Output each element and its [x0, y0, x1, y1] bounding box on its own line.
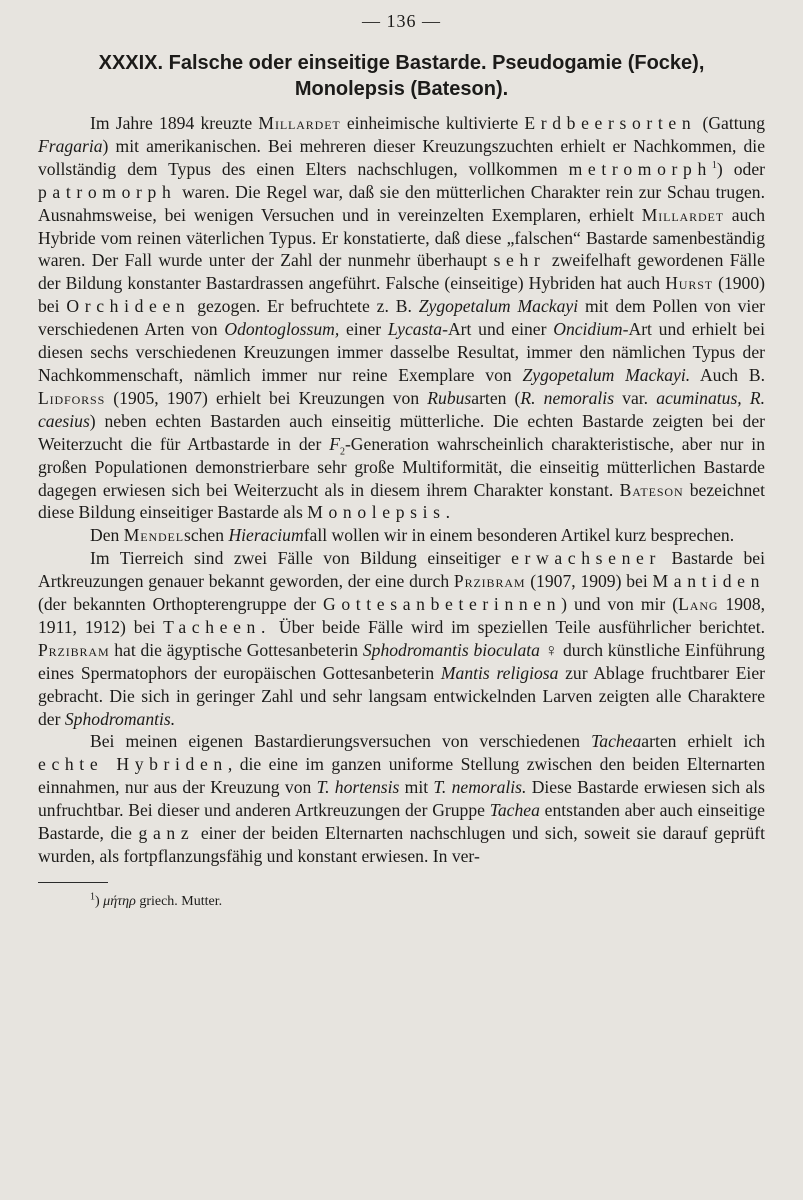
text-run: schen [183, 525, 229, 546]
body-text [38, 112, 765, 868]
text-run: Mantiden [652, 571, 765, 592]
text-run: Rubus [427, 387, 472, 408]
text-run: Bastarde bei Artkreuzungen genauer bekannt geworden, der eine durch [38, 548, 765, 592]
text-run: (1900) bei [38, 273, 765, 317]
text-run: sehr [493, 250, 546, 271]
text-run: Przibram [453, 571, 526, 592]
text-run: Diese Bastarde erwiesen sich als unfruchtbar. Bei dieser und anderen Artkreuzungen der Gruppe [38, 777, 765, 821]
text-run: hat die ägyptische Gottesanbeterin [109, 639, 363, 660]
text-run: Mantis religiosa [440, 662, 559, 683]
text-run: Lang [678, 594, 719, 615]
text-run: Bateson [619, 479, 684, 500]
text-run: (der bekannten Orthopterengruppe der [38, 594, 323, 615]
text-run: T. nemoralis. [433, 777, 527, 798]
paragraph [38, 524, 765, 547]
text-run: 2 [339, 446, 345, 458]
text-run: var. [614, 387, 657, 408]
text-run: echte Hybriden [38, 754, 228, 775]
text-run: arten erhielt ich [641, 731, 765, 752]
text-run: Tachea [591, 731, 642, 752]
text-run: fall wollen wir in einem besonderen Artikel kurz besprechen. [303, 525, 735, 546]
text-run: Hieracium [228, 525, 304, 546]
text-run: Monolepsis. [307, 502, 456, 523]
text-run: Tachea [489, 800, 540, 821]
text-run: (1907, 1909) bei [525, 571, 653, 592]
text-run: Lycasta [387, 319, 443, 340]
text-run: mit [399, 777, 434, 798]
text-run: Gottesanbeterinnen [323, 594, 562, 615]
text-run: (Gattung [696, 113, 766, 133]
text-run: Im Tierreich sind zwei Fälle von Bildung einseitiger [90, 548, 512, 569]
paragraph [38, 547, 765, 730]
text-run: Den [90, 525, 124, 546]
text-run: ) [95, 893, 104, 909]
text-run: gezogen. Er befruchtete z. B. [190, 296, 419, 317]
text-run: Auch B. [690, 364, 765, 385]
text-run: -Generation wahrscheinlich charakteristische, aber nur in großen Populationen demonstrierbare sehr große Multiformität, die einseitig mütterlichen Bastarde dagegen erwiesen sich bei Weiterzucht als in diesem ihrem Charakter konstant. [38, 433, 765, 500]
paragraph [38, 730, 765, 867]
footnote-divider [38, 882, 108, 883]
section-title [38, 50, 765, 102]
text-run: 1 [711, 159, 717, 171]
text-run: Sphodromantis. [64, 708, 176, 729]
text-run: Im Jahre 1894 kreuzte [90, 113, 259, 133]
text-run: erwachsener [511, 548, 661, 569]
text-run: metromorph [568, 158, 712, 179]
text-run: R. nemoralis [520, 387, 615, 408]
text-run: Przibram [38, 639, 110, 660]
text-run: ) oder [716, 158, 765, 179]
text-run: mit dem Pollen von vier verschiedenen Arten von [38, 296, 765, 340]
text-run: einheimische kultivierte [340, 113, 525, 133]
footnote [38, 893, 765, 911]
text-run: waren. Die Regel war, daß sie den mütterlichen Charakter rein zur Schau trugen. Ausnahmsweise, bei wenigen Versuchen und in vereinzelten Exemplaren, erhielt [38, 181, 765, 225]
text-run: Fragaria [38, 135, 103, 156]
text-run: Zygopetalum Mackayi. [522, 364, 691, 385]
text-run: Erdbeersorten [524, 113, 697, 133]
text-run: Bei meinen eigenen Bastardierungsversuchen von verschiedenen [90, 731, 592, 752]
text-run: Millardet [641, 204, 724, 225]
text-run: 1908, 1911, 1912) bei [38, 594, 766, 637]
text-run: Über beide Fälle wird im speziellen Teile ausführlicher berichtet. [270, 616, 765, 637]
text-run: Odontoglossum, [224, 319, 340, 340]
text-run: bezeichnet diese Bildung einseitiger Bastarde als [38, 479, 765, 523]
text-run: Zygopetalum Mackayi [418, 296, 579, 317]
text-run: (1905, 1907) erhielt bei Kreuzungen von [105, 387, 428, 408]
text-run: Sphodromantis bioculata [362, 639, 540, 660]
text-run: auch Hybride vom reinen väterlichen Typus. Er konstatierte, daß diese „falschen“ Bastarde samenbeständig waren. Der Fall wurde unter der Zahl der nunmehr überhaupt [38, 204, 765, 271]
text-run: μήτηρ [103, 893, 136, 909]
text-run: -Art und erhielt bei diesen sechs verschiedenen Kreuzungen immer dasselbe Resultat, immer den nämlichen Typus der Nachkommenschaft, nämlich immer nur reine Exemplare von [38, 319, 766, 385]
text-run: ) und von mir ( [561, 594, 679, 615]
text-run: T. hortensis [316, 777, 400, 798]
text-run: F [329, 433, 340, 454]
text-run: ♀ durch künstliche Einführung eines Spermatophors der europäischen Gottesanbeterin [38, 639, 765, 683]
text-run: zur Ablage fruchtbarer Eier gebracht. Die sich in geringer Zahl und sehr langsam entwickelnden Larven zeigten alle Charaktere der [38, 662, 765, 729]
section-title-line-2: Monolepsis (Bateson). [294, 78, 509, 100]
text-run: ) mit amerikanischen. Bei mehreren dieser Kreuzungszuchten erhielt er Nachkommen, die vollständig dem Typus des einen Elters nachschlugen, vollkommen [38, 135, 765, 179]
text-run: -Art und einer [442, 319, 554, 340]
text-run: acuminatus, R. caesius [38, 387, 765, 431]
text-run: Hurst [665, 273, 713, 294]
text-run: griech. Mutter. [135, 893, 223, 909]
text-run: einer [339, 319, 388, 340]
text-run: einer der beiden Elternarten nachschlugen und sich, soweit sie darauf geprüft wurden, als fortpflanzungsfähig und konstant erwiesen. In ver- [38, 823, 765, 866]
text-run: , die eine im ganzen uniforme Stellung zwischen den beiden Elternarten einnahmen, nur aus der Kreuzung von [38, 754, 765, 798]
text-run: arten ( [471, 387, 521, 408]
paragraph [38, 112, 765, 524]
text-run: Oncidium [553, 319, 623, 340]
page-number: — 136 — [362, 11, 441, 31]
text-run: Millardet [258, 113, 341, 133]
text-run: ) neben echten Bastarden auch einseitig mütterliche. Die echten Bastarde zeigten bei der Weiterzucht die für Artbastarde in der [38, 410, 765, 454]
text-run: Tacheen. [163, 616, 271, 637]
text-run: Mendel [123, 525, 184, 546]
text-run: zweifelhaft gewordenen Fälle der Bildung konstanter Bastardrassen angeführt. Falsche (einseitige) Hybriden hat auch [38, 250, 765, 294]
text-run: Lidforss [38, 387, 106, 408]
text-run: patromorph [38, 181, 177, 202]
text-run: ganz [138, 823, 195, 844]
section-title-line-1: XXXIX. Falsche oder einseitige Bastarde. Pseudogamie (Focke), [98, 52, 705, 74]
text-run: entstanden aber auch einseitige Bastarde, die [38, 800, 765, 844]
text-run: 1 [90, 891, 95, 903]
text-run: Orchideen [66, 296, 191, 317]
